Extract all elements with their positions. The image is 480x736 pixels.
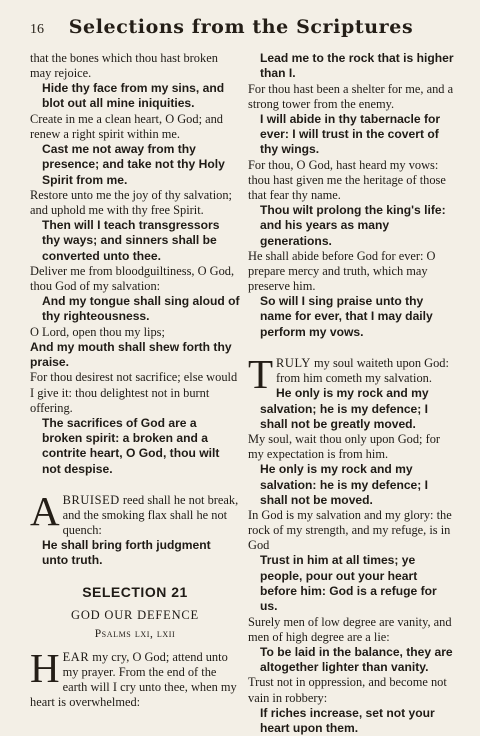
response-text: To be laid in the balance, they are altogether lighter than vanity.	[260, 644, 453, 675]
response-text: He shall bring forth judgment unto truth.	[42, 538, 211, 568]
verse-text: Deliver me from bloodguiltiness, O God, thou God of my salvation:	[30, 263, 235, 294]
response-text: Thou wilt prolong the king's life: and his years as many generations.	[260, 202, 446, 248]
selection-heading: SELECTION 21	[82, 583, 188, 600]
response-text: So will I sing praise unto thy name for ever, that I may daily perform my vows.	[260, 294, 433, 339]
response-text: He only is my rock and my salvation; he is my defence; I shall not be greatly moved.	[260, 386, 429, 431]
verse-text: My soul, wait thou only upon God; for my expectation is from him.	[248, 432, 441, 462]
verse-text: O Lord, open thou my lips;	[30, 324, 165, 339]
response-text: Cast me not away from thy presence; and take not thy Holy Spirit from me.	[42, 141, 225, 187]
response-text: The sacrifices of God are a broken spirit: a broken and a contrite heart, O God, thou wilt not despise.	[42, 415, 220, 476]
verse-text: Surely men of low degree are vanity, and men of high degree are a lie:	[248, 614, 452, 644]
page-header	[26, 16, 456, 42]
dropcap-paragraph	[248, 351, 456, 398]
dropcap-paragraph	[30, 487, 240, 538]
verse-text: For thou desirest not sacrifice; else would I give it: thou delightest not in burnt offering.	[30, 370, 238, 415]
selection-source: Psalms lxi, lxii	[94, 627, 176, 640]
selection-subtitle: GOD OUR DEFENCE	[71, 607, 199, 622]
response-text: Trust in him at all times; ye people, pour out your heart before him: God is a refuge for us.	[260, 553, 437, 614]
response-text: And my mouth shall shew forth thy praise.	[30, 339, 232, 370]
verse-text: that the bones which thou hast broken may rejoice.	[30, 51, 218, 81]
response-text: Hide thy face from my sins, and blot out all mine iniquities.	[42, 81, 225, 111]
verse-text: Create in me a clean heart, O God; and renew a right spirit within me.	[30, 111, 224, 141]
drop-cap: H	[30, 645, 60, 692]
page-number: 16	[30, 22, 44, 37]
verse-text: Restore unto me the joy of thy salvation; and uphold me with thy free Spirit.	[30, 187, 233, 217]
verse-text: reed shall he not break, and the smoking flax shall he not quench:	[62, 492, 239, 538]
response-text: And my tongue shall sing aloud of thy righteousness.	[42, 294, 240, 324]
verse-text: my soul waiteth upon God: from him cometh my salvation.	[276, 356, 449, 386]
response-text: Lead me to the rock that is higher than I.	[260, 51, 454, 81]
response-text: Then will I teach transgressors thy ways; and sinners shall be converted unto thee.	[42, 218, 220, 263]
verse-text: my cry, O God; attend unto my prayer. From the end of the earth will I cry unto thee, when my heart is overwhelmed:	[30, 650, 237, 710]
verse-text: For thou, O God, hast heard my vows: thou hast given me the heritage of those that fear thy name.	[248, 157, 446, 202]
opening-word: EAR	[62, 650, 90, 665]
response-text: He only is my rock and my salvation: he is my defence; I shall not be moved.	[260, 462, 429, 507]
left-column	[30, 51, 240, 710]
verse-text: For thou hast been a shelter for me, and a strong tower from the enemy.	[248, 81, 454, 111]
verse-text: In God is my salvation and my glory: the rock of my strength, and my refuge, is in God	[248, 508, 452, 553]
response-text: I will abide in thy tabernacle for ever: I will trust in the covert of thy wings.	[260, 111, 441, 157]
drop-cap: A	[30, 487, 60, 534]
response-text: If riches increase, set not your heart upon them.	[260, 705, 435, 735]
verse-text: He shall abide before God for ever: O prepare mercy and truth, which may preserve him.	[248, 248, 436, 294]
drop-cap: T	[248, 351, 274, 398]
dropcap-paragraph	[30, 645, 240, 710]
opening-word: RULY	[276, 356, 311, 371]
opening-word: BRUISED	[62, 492, 120, 507]
right-column	[248, 51, 456, 736]
verse-text: Trust not in oppression, and become not vain in robbery:	[248, 675, 447, 705]
running-title: Selections from the Scriptures	[68, 16, 414, 38]
